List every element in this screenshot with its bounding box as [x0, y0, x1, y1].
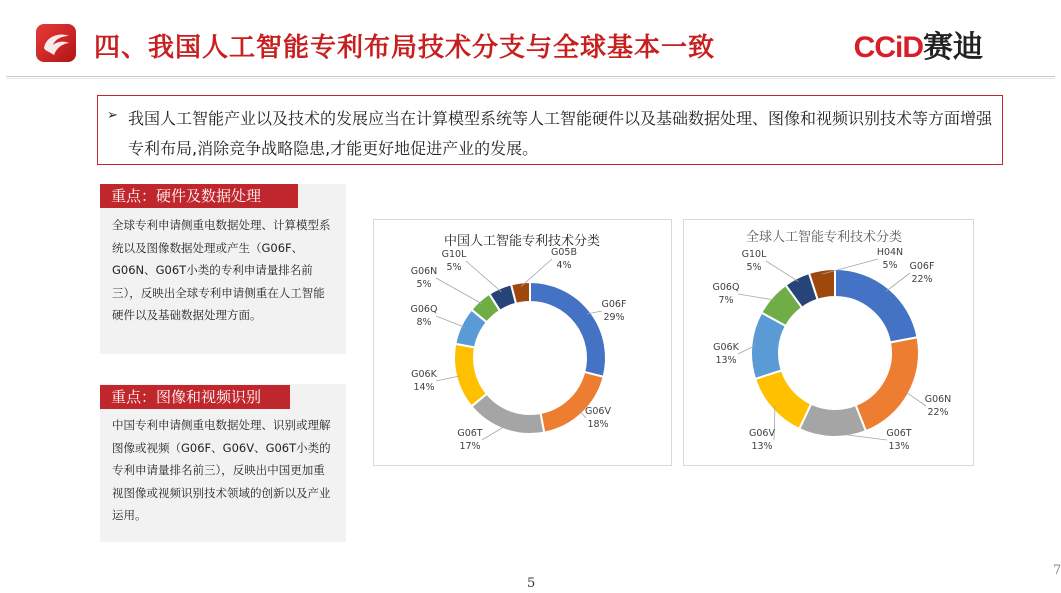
- label-value-g06f: 22%: [911, 274, 933, 285]
- leader-line-g06n: [436, 278, 482, 304]
- leader-line-g10l: [766, 261, 799, 282]
- slice-g06f: [835, 269, 918, 343]
- focus-text: 全球专利申请侧重电数据处理、计算模型系统以及图像数据处理或产生（G06F、G06N、G06T小类的专利申请量排名前三），反映出全球专利申请侧重在人工智能硬件以及基础数据处理方面。: [112, 218, 331, 322]
- label-category-h04n: H04N: [876, 247, 904, 258]
- label-value-g06t: 13%: [888, 441, 910, 452]
- slice-g06n: [856, 337, 919, 431]
- label-category-g06t: G06T: [457, 428, 483, 439]
- label-value-g06v: 13%: [751, 441, 773, 452]
- label-value-g06n: 22%: [927, 407, 949, 418]
- label-category-g06n: G06N: [410, 266, 438, 277]
- label-category-g06f: G06F: [909, 261, 935, 272]
- label-value-g06f: 29%: [603, 312, 625, 323]
- label-category-g10l: G10L: [441, 249, 467, 260]
- slice-g06f: [530, 282, 606, 377]
- header-divider: [6, 76, 1055, 77]
- label-value-g05b: 4%: [556, 260, 572, 271]
- intro-text: 我国人工智能产业以及技术的发展应当在计算模型系统等人工智能硬件以及基础数据处理、图像和视频识别技术等方面增强专利布局,消除竞争战略隐患,才能更好地促进产业的发展。: [128, 109, 993, 158]
- label-value-g06q: 8%: [416, 317, 432, 328]
- label-value-g06t: 17%: [459, 441, 481, 452]
- leader-line-g06q: [738, 294, 775, 300]
- intro-box: [97, 95, 1003, 165]
- brand-logo: [854, 22, 983, 66]
- page-title: 四、我国人工智能专利布局技术分支与全球基本一致: [94, 33, 716, 63]
- slice-g06k: [454, 344, 487, 407]
- label-category-g06v: G06V: [585, 406, 611, 417]
- brand-cn: 赛迪: [923, 30, 983, 65]
- label-value-g10l: 5%: [746, 262, 762, 273]
- header-divider-shadow: [6, 78, 1055, 79]
- label-value-g06k: 14%: [413, 382, 435, 393]
- label-category-g06k: G06K: [713, 342, 739, 353]
- label-category-g06q: G06Q: [410, 304, 438, 315]
- label-value-g06q: 7%: [718, 295, 734, 306]
- corner-number: 7: [1053, 563, 1061, 578]
- arrow-bullet-icon: ➢: [107, 108, 118, 123]
- leader-line-g06n: [905, 392, 926, 406]
- focus-panel-hardware: [100, 184, 346, 354]
- leader-line-g06t: [482, 426, 506, 440]
- label-category-g06t: G06T: [886, 428, 912, 439]
- china-chart: [373, 219, 672, 466]
- focus-tag-hardware: 重点：硬件及数据处理: [100, 184, 298, 208]
- label-value-h04n: 5%: [882, 260, 898, 271]
- chart-title: 全球人工智能专利技术分类: [745, 230, 903, 245]
- label-category-g06k: G06K: [411, 369, 437, 380]
- leader-line-g10l: [466, 261, 501, 292]
- label-category-g05b: G05B: [551, 247, 577, 258]
- label-value-g06k: 13%: [715, 355, 737, 366]
- focus-text: 中国专利申请侧重电数据处理、识别或理解图像或视频（G06F、G06V、G06T小类的专利申请量排名前三），反映出中国更加重视图像或视频识别技术领域的创新以及产业运用。: [112, 418, 331, 522]
- label-category-g10l: G10L: [741, 249, 767, 260]
- label-category-g06v: G06V: [749, 428, 775, 439]
- logo-icon: [36, 24, 76, 62]
- leader-line-g06q: [436, 316, 465, 327]
- china-donut-chart: [374, 220, 671, 465]
- focus-tag-image: 重点：图像和视频识别: [100, 385, 290, 409]
- global-chart: [683, 219, 974, 466]
- label-value-g06n: 5%: [416, 279, 432, 290]
- label-category-g06q: G06Q: [712, 282, 740, 293]
- label-category-g06n: G06N: [924, 394, 952, 405]
- slice-g06v: [755, 370, 811, 429]
- label-category-g06f: G06F: [601, 299, 627, 310]
- label-value-g06v: 18%: [587, 419, 609, 430]
- global-donut-chart: [684, 220, 973, 465]
- page-number: 5: [527, 576, 536, 591]
- chart-title: 中国人工智能专利技术分类: [443, 234, 601, 249]
- leader-line-g06f: [886, 273, 910, 291]
- slide-header: [0, 0, 1061, 78]
- brand-latin: CCiD: [853, 31, 923, 64]
- label-value-g10l: 5%: [446, 262, 462, 273]
